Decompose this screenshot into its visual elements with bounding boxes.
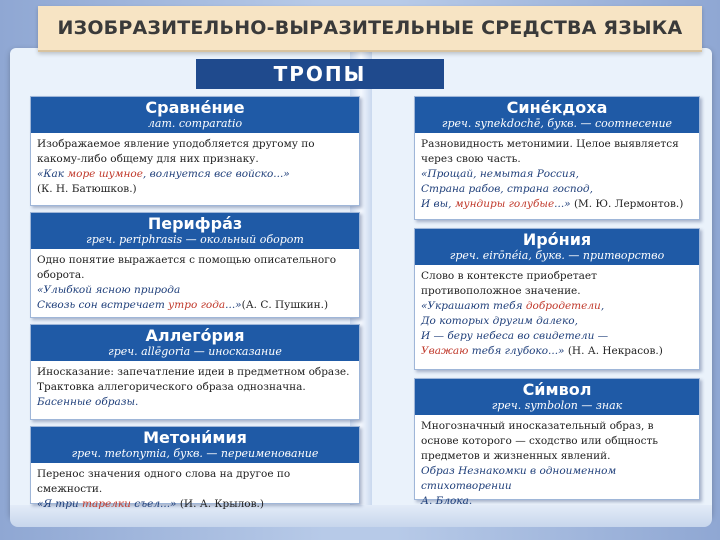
card-body bbox=[415, 415, 699, 513]
example-author: (А. С. Пушкин.) bbox=[241, 299, 329, 311]
example-text: И вы, bbox=[421, 198, 455, 210]
definition: Иносказание: запечатление идеи в предметном образе. Трактовка аллегорического образа однозначна. bbox=[37, 366, 350, 393]
definition: Многозначный иносказательный образ, в основе которого — сходство или общность предметов и жизненных явлений. bbox=[421, 420, 659, 462]
card-header bbox=[31, 97, 359, 133]
example-author: (И. А. Крылов.) bbox=[179, 498, 264, 510]
example: И — беру небеса во свидетели — bbox=[421, 330, 609, 342]
example: До которых другим далеко, bbox=[421, 315, 578, 327]
example: А. Блока. bbox=[421, 495, 473, 507]
term-title: Си́мвол bbox=[522, 380, 592, 399]
term-title: Иро́ния bbox=[522, 230, 592, 249]
card-body bbox=[415, 133, 699, 216]
example-text: «Украшают тебя bbox=[421, 300, 526, 312]
main-title: ИЗОБРАЗИТЕЛЬНО-ВЫРАЗИТЕЛЬНЫЕ СРЕДСТВА ЯЗЫКА bbox=[38, 6, 702, 52]
card-body bbox=[31, 361, 359, 414]
card-header bbox=[31, 213, 359, 249]
card-body bbox=[415, 265, 699, 363]
card-sinekdoha bbox=[414, 96, 700, 220]
example bbox=[37, 497, 353, 512]
card-ironia bbox=[414, 228, 700, 370]
example: Образ Незнакомки в одноименном стихотворении bbox=[421, 465, 617, 492]
example-highlight: море шумное bbox=[67, 168, 143, 180]
example-author: (М. Ю. Лермонтов.) bbox=[573, 198, 684, 210]
card-header bbox=[415, 229, 699, 265]
card-header bbox=[31, 325, 359, 361]
term-etymology: греч. allēgoria — иносказание bbox=[108, 345, 282, 358]
term-title: Аллего́рия bbox=[145, 326, 245, 345]
example bbox=[421, 344, 693, 359]
example bbox=[421, 299, 693, 314]
example-highlight: тарелки bbox=[82, 498, 131, 510]
example-text: , bbox=[600, 300, 605, 312]
definition: Одно понятие выражается с помощью описательного оборота. bbox=[37, 254, 337, 281]
term-etymology: греч. metonymia, букв. — переименование bbox=[71, 447, 319, 460]
example-text: «Как bbox=[37, 168, 68, 180]
example: «Прощай, немытая Россия, bbox=[421, 168, 579, 180]
term-title: Метони́мия bbox=[143, 428, 247, 447]
example-highlight: Уважаю bbox=[421, 345, 469, 357]
example-text: ...» bbox=[554, 198, 571, 210]
card-body bbox=[31, 249, 359, 317]
example-text: тебя глубоко...» bbox=[468, 345, 565, 357]
example-text: съел...» bbox=[130, 498, 177, 510]
example-text: «Я три bbox=[37, 498, 83, 510]
card-allegoria bbox=[30, 324, 360, 420]
term-title: Сравне́ние bbox=[145, 98, 245, 117]
term-title: Перифра́з bbox=[147, 214, 243, 233]
example-text: , волнуется все войско...» bbox=[142, 168, 290, 180]
definition: Разновидность метонимии. Целое выявляется через свою часть. bbox=[421, 138, 679, 165]
definition: Перенос значения одного слова на другое по смежности. bbox=[37, 468, 291, 495]
card-perifraz bbox=[30, 212, 360, 318]
card-sravnenie bbox=[30, 96, 360, 206]
example-text: ...» bbox=[225, 299, 242, 311]
definition: Изображаемое явление уподобляется другому по какому-либо общему для них признаку. bbox=[37, 138, 315, 165]
example bbox=[37, 298, 353, 313]
example-author: (Н. А. Некрасов.) bbox=[567, 345, 663, 357]
card-header bbox=[415, 97, 699, 133]
example-author: (К. Н. Батюшков.) bbox=[37, 183, 137, 195]
card-simvol bbox=[414, 378, 700, 507]
section-title: ТРОПЫ bbox=[196, 59, 444, 89]
example-highlight: добродетели bbox=[525, 300, 601, 312]
term-etymology: греч. symbolon — знак bbox=[491, 399, 623, 412]
term-etymology: лат. comparatio bbox=[147, 117, 243, 130]
term-etymology: греч. synekdochē, букв. — соотнесение bbox=[441, 117, 673, 130]
card-header bbox=[31, 427, 359, 463]
card-body bbox=[31, 133, 359, 201]
example-highlight: мундиры голубые bbox=[454, 198, 555, 210]
card-metonimia bbox=[30, 426, 360, 510]
card-body bbox=[31, 463, 359, 516]
example-highlight: утро года bbox=[168, 299, 226, 311]
term-title: Сине́кдоха bbox=[506, 98, 608, 117]
card-header bbox=[415, 379, 699, 415]
example-text: Сквозь сон встречает bbox=[37, 299, 169, 311]
definition: Слово в контексте приобретает противоположное значение. bbox=[421, 270, 597, 297]
example: Страна рабов, страна господ, bbox=[421, 183, 593, 195]
example bbox=[37, 167, 353, 182]
term-etymology: греч. periphrasis — окольный оборот bbox=[86, 233, 304, 246]
example bbox=[421, 197, 693, 212]
term-etymology: греч. eirōnéia, букв. — притворство bbox=[449, 249, 665, 262]
example: «Улыбкой ясною природа bbox=[37, 284, 181, 296]
example: Басенные образы. bbox=[37, 396, 139, 408]
